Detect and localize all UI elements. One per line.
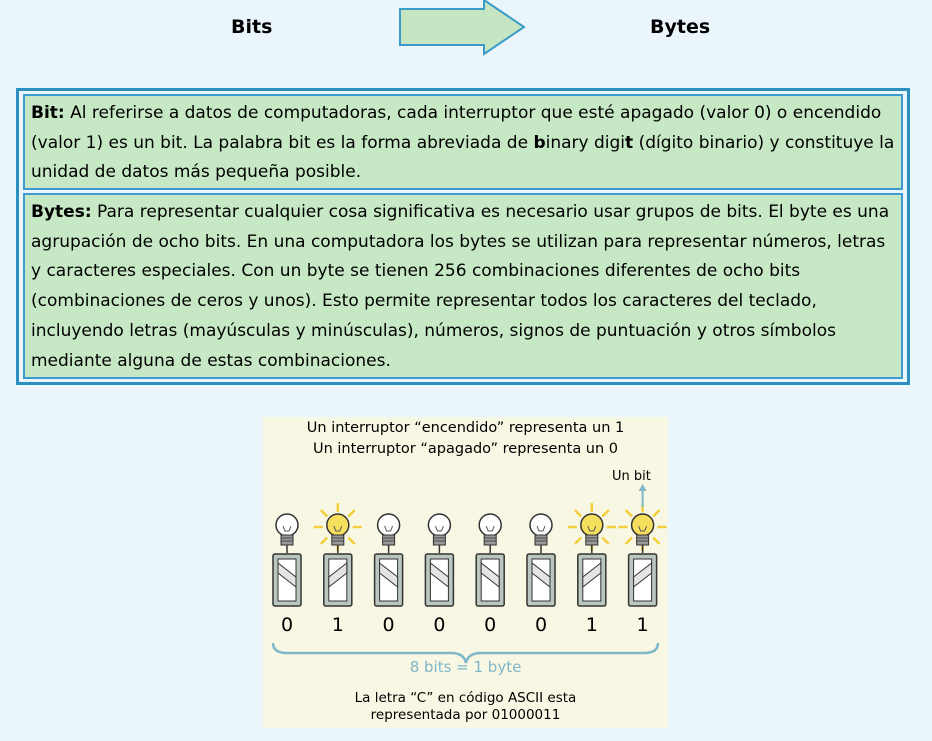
- bit-term: Bit:: [31, 103, 65, 123]
- bytes-label: Bytes: [650, 16, 711, 38]
- lightbulb-off-icon: [428, 514, 450, 553]
- switch-off-icon: [425, 554, 453, 606]
- up-arrow-icon: [639, 484, 647, 507]
- lightbulb-off-icon: [479, 514, 501, 553]
- switch-off-icon: [273, 554, 301, 606]
- un-bit-label: Un bit: [612, 469, 651, 484]
- bit-digit: 0: [484, 614, 497, 636]
- lightbulb-off-icon: [378, 514, 400, 553]
- bits-diagram: [263, 417, 668, 728]
- bit-digit: 0: [534, 614, 548, 636]
- right-arrow-icon: [398, 0, 528, 56]
- bytes-definition: [23, 193, 903, 379]
- switch-on-icon: [324, 554, 352, 606]
- bit-text-b: inary digi: [545, 132, 626, 153]
- switch-on-icon: [578, 554, 606, 606]
- byte-brace-label: 8 bits = 1 byte: [409, 658, 522, 676]
- switch-off-icon: [375, 554, 403, 606]
- bit-text-a: Al referirse a datos de computadoras, cada interruptor que esté apagado (valor 0) o encendido (valor 1) es un bit. La palabra bit es la forma abreviada de: [31, 103, 882, 153]
- lightbulb-on-icon: [569, 504, 615, 553]
- switch-on-icon: [629, 554, 657, 606]
- lightbulb-on-icon: [315, 504, 361, 553]
- bit-digit: 0: [280, 614, 294, 636]
- lightbulb-off-icon: [276, 514, 298, 553]
- diagram-line-off: Un interruptor “apagado” representa un 0: [312, 441, 619, 457]
- ascii-line-2: representada por 01000011: [370, 707, 561, 723]
- bit-digit: 1: [331, 614, 344, 636]
- bits-label: Bits: [231, 16, 273, 38]
- ascii-line-1: La letra “C” en código ASCII esta: [354, 690, 577, 706]
- bit-digit: 1: [636, 614, 649, 636]
- bit-digit: 0: [382, 614, 395, 636]
- bit-bold-b: b: [533, 132, 546, 153]
- lightbulb-on-icon: [620, 504, 666, 553]
- bytes-text: Para representar cualquier cosa significativa es necesario usar grupos de bits. El byte es una agrupación de ocho bits. En una computadora los bytes se utilizan para representar números, letras y caracteres especiales. Con un byte se tienen 256 combinaciones diferentes de ocho bits (combinaciones de ceros y unos). Esto permite representar todos los caracteres del teclado, incluyendo letras (mayúsculas y minúsculas), números, signos de puntuación y otros símbolos mediante alguna de estas combinaciones.: [31, 202, 890, 371]
- bit-bold-t: t: [625, 132, 634, 153]
- bit-definition: [23, 94, 903, 190]
- bytes-term: Bytes:: [31, 202, 92, 222]
- lightbulb-off-icon: [530, 514, 552, 553]
- diagram-line-on: Un interruptor “encendido” representa un 1: [306, 420, 625, 436]
- definitions-box: [16, 88, 910, 385]
- switch-off-icon: [527, 554, 555, 606]
- bit-digit: 1: [585, 614, 598, 636]
- switch-array: [263, 417, 668, 728]
- bit-digit: 0: [433, 614, 446, 636]
- switch-off-icon: [476, 554, 504, 606]
- bit-text-c: (dígito binario) y constituye la unidad de datos más pequeña posible.: [31, 132, 895, 183]
